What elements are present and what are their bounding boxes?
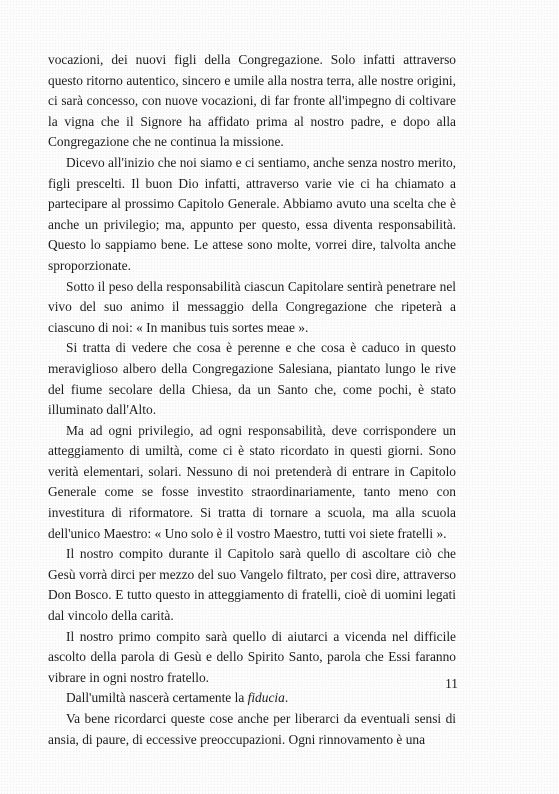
paragraph: vocazioni, dei nuovi figli della Congregazione. Solo infatti attraverso questo ritorno autentico, sincero e umile alla nostra terra, alle nostre origini, ci sarà concesso, con nuove vocazioni, di far fronte all'impegno di coltivare la vigna che il Signore ha affidato prima al nostro padre, e dopo alla Congregazione che ne continua la missione.: [48, 52, 456, 150]
paragraph: Dicevo all'inizio che noi siamo e ci sentiamo, anche senza nostro merito, figli prescelti. Il buon Dio infatti, attraverso varie vie ci ha chiamato a partecipare al prossimo Capitolo Generale. Abbiamo avuto una scelta che è anche un privilegio; ma, appunto per questo, essa diventa responsabilità. Questo lo sappiamo bene. Le attese sono molte, vorrei dire, talvolta anche sproporzionate.: [48, 154, 456, 273]
body-text: [48, 50, 456, 750]
paragraph: Sotto il peso della responsabilità ciascun Capitolare sentirà penetrare nel vivo del suo animo il messaggio della Congregazione che ripeterà a ciascuno di noi: « In manibus tuis sortes meae ».: [48, 278, 456, 335]
fiducia-suffix: .: [284, 690, 289, 706]
paragraph: Il nostro primo compito sarà quello di aiutarci a vicenda nel difficile ascolto della parola di Gesù e dello Spirito Santo, parola che Essi faranno vibrare in ogni nostro fratello.: [48, 628, 456, 685]
paragraph: Va bene ricordarci queste cose anche per liberarci da eventuali sensi di ansia, di paure, di eccessive preoccupazioni. Ogni rinnovamento è una: [48, 711, 456, 747]
paragraph: Ma ad ogni privilegio, ad ogni responsabilità, deve corrispondere un atteggiamento di umiltà, come ci è stato ricordato in questi giorni. Sono verità elementari, solari. Nessuno di noi pretenderà di entrare in Capitolo Generale come se fosse investito straordinariamente, tanto meno con investitura di riformatore. Si tratta di tornare a scuola, ma alla scuola dell'unico Maestro: « Uno solo è il vostro Maestro, tutti voi siete fratelli ».: [48, 422, 456, 541]
paragraph: Il nostro compito durante il Capitolo sarà quello di ascoltare ciò che Gesù vorrà dirci per mezzo del suo Vangelo filtrato, per così dire, attraverso Don Bosco. E tutto questo in atteggiamento di fratelli, cioè di uomini legati dal vincolo della carità.: [48, 546, 456, 624]
paragraph-fiducia: [48, 688, 456, 709]
page-number: 11: [445, 676, 458, 691]
fiducia-emphasis: fiducia: [247, 690, 285, 706]
paragraph: Si tratta di vedere che cosa è perenne e che cosa è caduco in questo meraviglioso albero della Congregazione Salesiana, piantato lungo le rive del fiume secolare della Chiesa, da un Santo che, come pochi, è stato illuminato dall'Alto.: [48, 340, 456, 418]
fiducia-prefix: Dall'umiltà nascerà certamente la: [66, 690, 248, 706]
